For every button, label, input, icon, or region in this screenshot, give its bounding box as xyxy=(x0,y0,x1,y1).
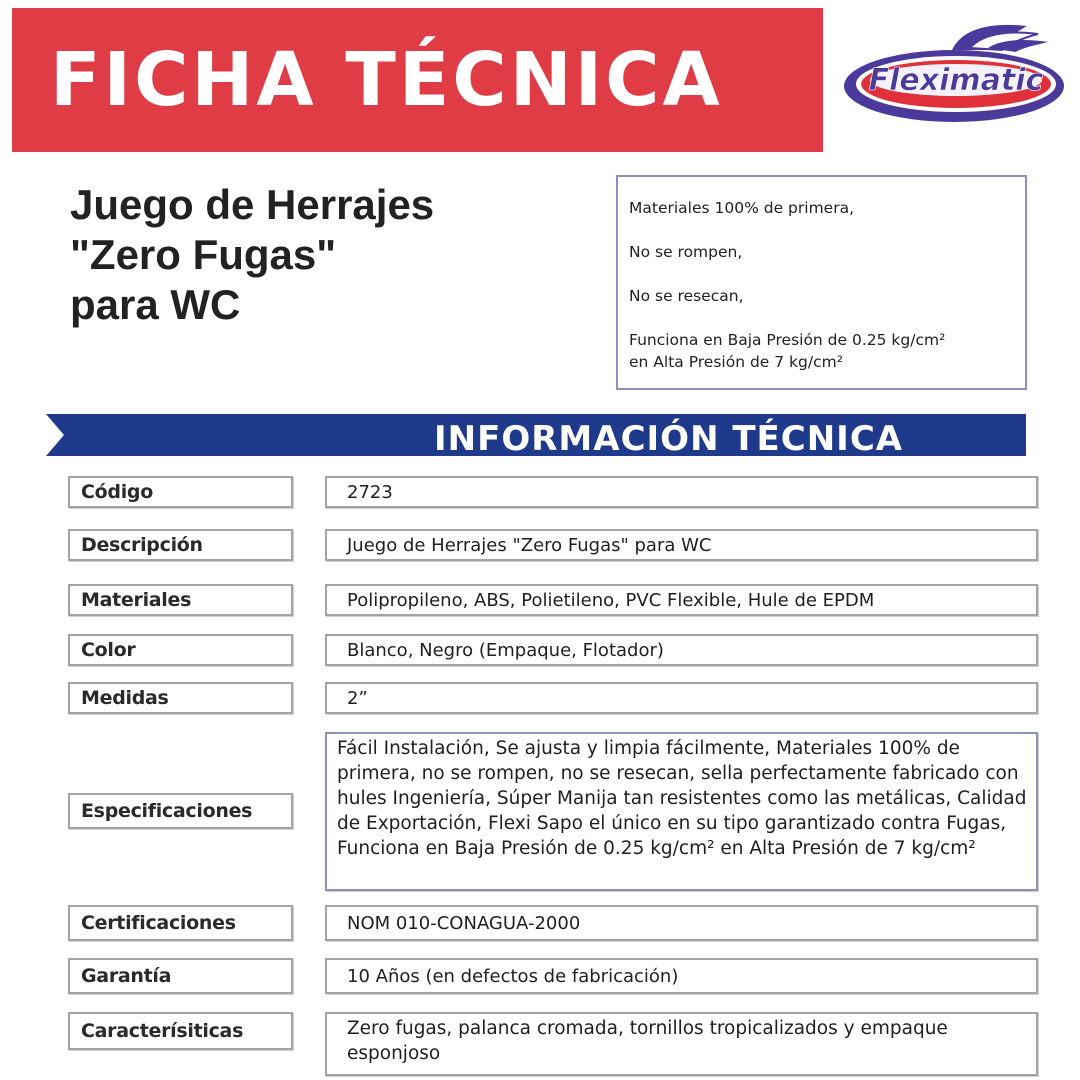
value-certificaciones: NOM 010-CONAGUA-2000 xyxy=(325,905,1038,941)
product-title-line: Juego de Herrajes xyxy=(70,181,435,228)
value-garantia: 10 Años (en defectos de fabricación) xyxy=(325,958,1038,994)
label-codigo: Código xyxy=(68,476,293,508)
feature-item: Materiales 100% de primera, xyxy=(629,199,854,217)
product-title-line: "Zero Fugas" xyxy=(70,231,337,278)
label-materiales: Materiales xyxy=(68,584,293,616)
label-medidas: Medidas xyxy=(68,682,293,714)
label-especificaciones: Especificaciones xyxy=(68,793,293,829)
product-title xyxy=(70,180,590,330)
value-color: Blanco, Negro (Empaque, Flotador) xyxy=(325,634,1038,666)
fleximatic-logo xyxy=(842,20,1074,132)
label-descripcion: Descripción xyxy=(68,529,293,561)
label-color: Color xyxy=(68,634,293,666)
feature-item: No se resecan, xyxy=(629,287,744,305)
value-especificaciones: Fácil Instalación, Se ajusta y limpia fácilmente, Materiales 100% de primera, no se rompen, no se resecan, sella perfectamente fabricado con hules Ingeniería, Súper Manija tan resistentes como las metálicas, Calidad de Exportación, Flexi Sapo el único en su tipo garantizado contra Fugas, Funciona en Baja Presión de 0.25 kg/cm² en Alta Presión de 7 kg/cm² xyxy=(325,732,1038,891)
feature-item-pressure xyxy=(629,329,1025,373)
value-caracteristicas: Zero fugas, palanca cromada, tornillos tropicalizados y empaque esponjoso xyxy=(325,1012,1038,1076)
value-medidas: 2” xyxy=(325,682,1038,714)
label-certificaciones: Certificaciones xyxy=(68,905,293,941)
section-title: INFORMACIÓN TÉCNICA xyxy=(434,419,904,459)
feature-line: en Alta Presión de 7 kg/cm² xyxy=(629,353,843,371)
page-title: FICHA TÉCNICA xyxy=(50,37,723,123)
feature-line: Funciona en Baja Presión de 0.25 kg/cm² xyxy=(629,331,946,349)
value-materiales: Polipropileno, ABS, Polietileno, PVC Flexible, Hule de EPDM xyxy=(325,584,1038,616)
value-descripcion: Juego de Herrajes "Zero Fugas" para WC xyxy=(325,529,1038,561)
product-title-line: para WC xyxy=(70,281,241,328)
features-box xyxy=(616,175,1027,390)
value-codigo: 2723 xyxy=(325,476,1038,508)
logo-wordmark: Fleximatic xyxy=(868,63,1044,98)
label-garantia: Garantía xyxy=(68,958,293,994)
label-caracteristicas: Caracterísiticas xyxy=(68,1012,293,1050)
feature-item: No se rompen, xyxy=(629,243,743,261)
